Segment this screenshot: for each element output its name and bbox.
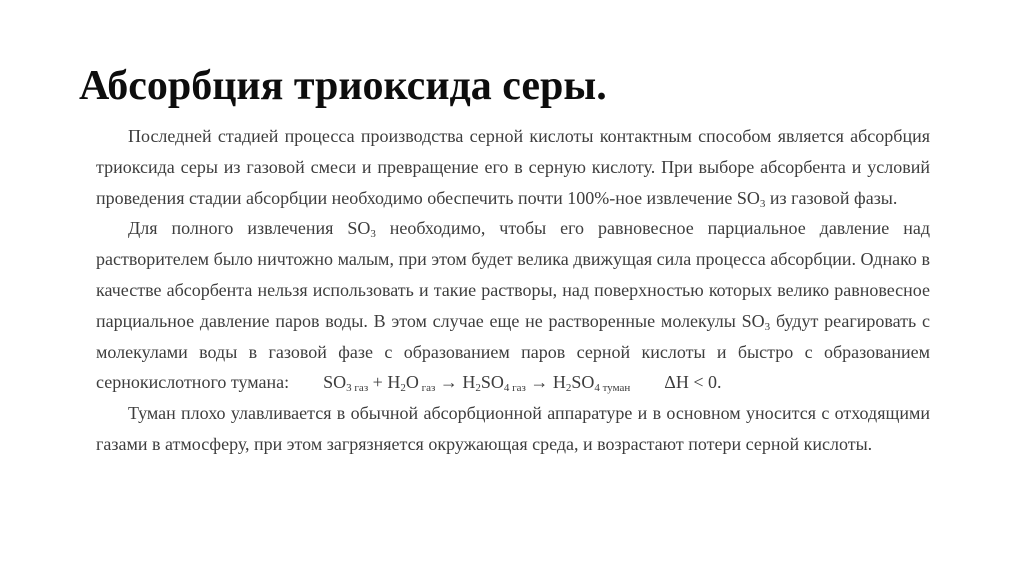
- eq-subscript: 4 газ: [503, 382, 526, 395]
- paragraph-2: [96, 213, 930, 398]
- eq-so4: SO: [480, 372, 504, 393]
- eq-subscript: 2: [475, 382, 481, 395]
- paragraph-3: [96, 398, 930, 460]
- paragraph-1-text: Последней стадией процесса производства серной кислоты контактным способом является абсорбция триоксида серы из газовой смеси и превращение его в серную кислоту. При выборе абсорбента и условий проведения стадии абсорбции необходимо обеспечить почти 100%-ное извлечение: [96, 126, 930, 208]
- eq-o: O: [405, 372, 419, 393]
- eq-subscript: 4 туман: [594, 382, 631, 395]
- slide-body: [96, 121, 930, 460]
- formula-so3: [737, 188, 766, 208]
- formula-so3: [742, 311, 771, 331]
- eq-so4: SO: [571, 372, 595, 393]
- paragraph-2-mid: необходимо, чтобы его равновесное парциальное давление над растворителем было ничтожно малым, при этом будет велика движущая сила процесса абсорбции. Однако в качестве абсорбента нельзя использовать и такие растворы, над поверхностью которых велико равновесное парциальное давление паров воды. В этом случае еще не растворенные молекулы: [96, 218, 930, 331]
- formula-subscript: 3: [759, 197, 766, 210]
- formula-so: SO: [741, 310, 765, 331]
- formula-subscript: 3: [370, 228, 376, 241]
- formula-so3: [347, 218, 376, 241]
- eq-so3: SO: [323, 372, 347, 393]
- arrow-icon: →: [435, 372, 463, 393]
- paragraph-2-tail: будут реагировать с молекулами воды в газовой фазе с образованием паров серной кислоты и быстро с образованием сернокислотного тумана:: [96, 310, 931, 393]
- eq-h: H: [387, 372, 401, 393]
- paragraph-3-text: Туман плохо улавливается в обычной абсорбционной аппаратуре и в основном уносится с отходящими газами в атмосферу, при этом загрязняется окружающая среда, и возрастают потери серной кислоты.: [96, 403, 930, 454]
- formula-so: SO: [736, 187, 760, 208]
- paragraph-1: [96, 121, 930, 213]
- eq-h: H: [462, 372, 476, 393]
- formula-so: SO: [347, 218, 371, 239]
- paragraph-1-tail: из газовой фазы.: [765, 187, 898, 208]
- slide-title: Абсорбция триоксида серы.: [79, 63, 607, 109]
- eq-subscript: 3 газ: [346, 382, 369, 395]
- paragraph-2-lead: Для полного извлечения: [128, 218, 348, 239]
- eq-enthalpy: ΔH < 0.: [664, 372, 722, 393]
- eq-subscript: 2: [565, 382, 572, 395]
- formula-subscript: 3: [764, 320, 771, 333]
- eq-plus: +: [368, 372, 388, 393]
- eq-subscript: газ: [418, 382, 436, 395]
- eq-h: H: [552, 372, 566, 393]
- eq-subscript: 2: [400, 382, 406, 395]
- reaction-equation: [323, 372, 722, 395]
- arrow-icon: →: [525, 372, 553, 393]
